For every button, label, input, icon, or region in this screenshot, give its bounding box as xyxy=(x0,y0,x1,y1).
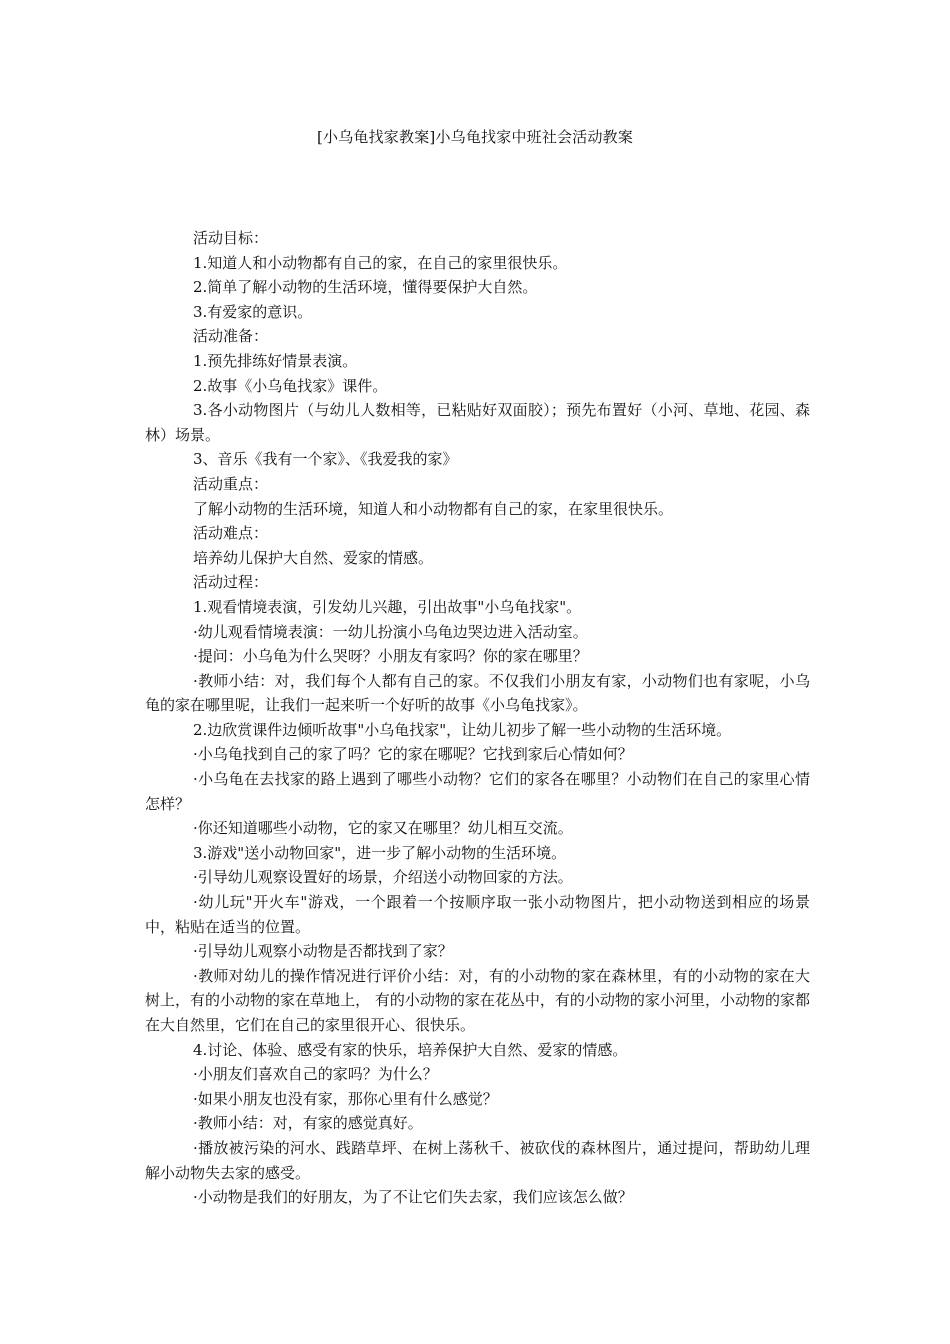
paragraph: 4.讨论、体验、感受有家的快乐，培养保护大自然、爱家的情感。 xyxy=(193,1040,628,1059)
paragraph: 1.预先排练好情景表演。 xyxy=(193,351,358,370)
section-heading-goals: 活动目标： xyxy=(193,229,269,247)
section-heading-key-points: 活动重点： xyxy=(193,474,269,493)
paragraph: ·提问：小乌龟为什么哭呀？小朋友有家吗？你的家在哪里？ xyxy=(193,647,588,666)
paragraph: 3.有爱家的意识。 xyxy=(193,302,313,321)
paragraph: ·你还知道哪些小动物，它的家又在哪里？幼儿相互交流。 xyxy=(193,819,573,838)
paragraph: ·幼儿玩"开火车"游戏，一个跟着一个按顺序取一张小动物图片，把小动物送到相应的场景中，粘贴在适当的位置。 xyxy=(145,893,810,936)
paragraph: ·教师小结：对，我们每个人都有自己的家。不仅我们小朋友有家，小动物们也有家呢，小乌龟的家在哪里呢，让我们一起来听一个好听的故事《小乌龟找家》。 xyxy=(145,671,810,715)
paragraph: 2.边欣赏课件边倾听故事"小乌龟找家"，让幼儿初步了解一些小动物的生活环境。 xyxy=(193,720,732,739)
paragraph: 1.观看情境表演，引发幼儿兴趣，引出故事"小乌龟找家"。 xyxy=(193,597,582,616)
paragraph: ·小乌龟找到自己的家了吗？它的家在哪呢？它找到家后心情如何？ xyxy=(193,745,633,764)
paragraph: 3.各小动物图片（与幼儿人数相等，已粘贴好双面胶）；预先布置好（小河、草地、花园、森林）场景。 xyxy=(145,401,810,444)
paragraph: ·教师小结：对，有家的感觉真好。 xyxy=(193,1114,423,1133)
paragraph: ·小朋友们喜欢自己的家吗？为什么？ xyxy=(193,1065,438,1084)
paragraph: ·引导幼儿观察小动物是否都找到了家？ xyxy=(193,942,453,961)
paragraph: 了解小动物的生活环境，知道人和小动物都有自己的家，在家里很快乐。 xyxy=(193,499,674,518)
paragraph: ·小动物是我们的好朋友，为了不让它们失去家，我们应该怎么做？ xyxy=(193,1188,633,1207)
paragraph: 3、音乐《我有一个家》、《我爱我的家》 xyxy=(193,450,458,469)
paragraph: 3.游戏"送小动物回家"，进一步了解小动物的生活环境。 xyxy=(193,843,567,862)
document-body xyxy=(145,226,810,1210)
document-title: [小乌龟找家教案]小乌龟找家中班社会活动教案 xyxy=(316,128,634,146)
paragraph: ·教师对幼儿的操作情况进行评价小结：对，有的小动物的家在森林里，有的小动物的家在大树上，有的小动物的家在草地上， 有的小动物的家在花丛中，有的小动物的家小河里，小动物的家都在大自然里，它们在自己的家里很开心、很快乐。 xyxy=(145,966,810,1034)
paragraph: ·幼儿观看情境表演：一幼儿扮演小乌龟边哭边进入活动室。 xyxy=(193,622,588,641)
paragraph: 1.知道人和小动物都有自己的家，在自己的家里很快乐。 xyxy=(193,253,568,272)
paragraph: ·播放被污染的河水、践踏草坪、在树上荡秋千、被砍伐的森林图片，通过提问，帮助幼儿理解小动物失去家的感受。 xyxy=(145,1138,810,1182)
paragraph: ·引导幼儿观察设置好的场景，介绍送小动物回家的方法。 xyxy=(193,868,573,887)
paragraph: ·如果小朋友也没有家，那你心里有什么感觉？ xyxy=(193,1089,498,1108)
paragraph: ·小乌龟在去找家的路上遇到了哪些小动物？它们的家各在哪里？小动物们在自己的家里心情怎样？ xyxy=(145,770,810,813)
paragraph: 2.简单了解小动物的生活环境，懂得要保护大自然。 xyxy=(193,278,538,297)
paragraph: 培养幼儿保护大自然、爱家的情感。 xyxy=(193,548,434,567)
section-heading-process: 活动过程： xyxy=(193,573,269,592)
section-heading-difficulties: 活动难点： xyxy=(193,524,269,543)
section-heading-preparation: 活动准备： xyxy=(193,327,269,346)
paragraph: 2.故事《小乌龟找家》课件。 xyxy=(193,376,388,395)
